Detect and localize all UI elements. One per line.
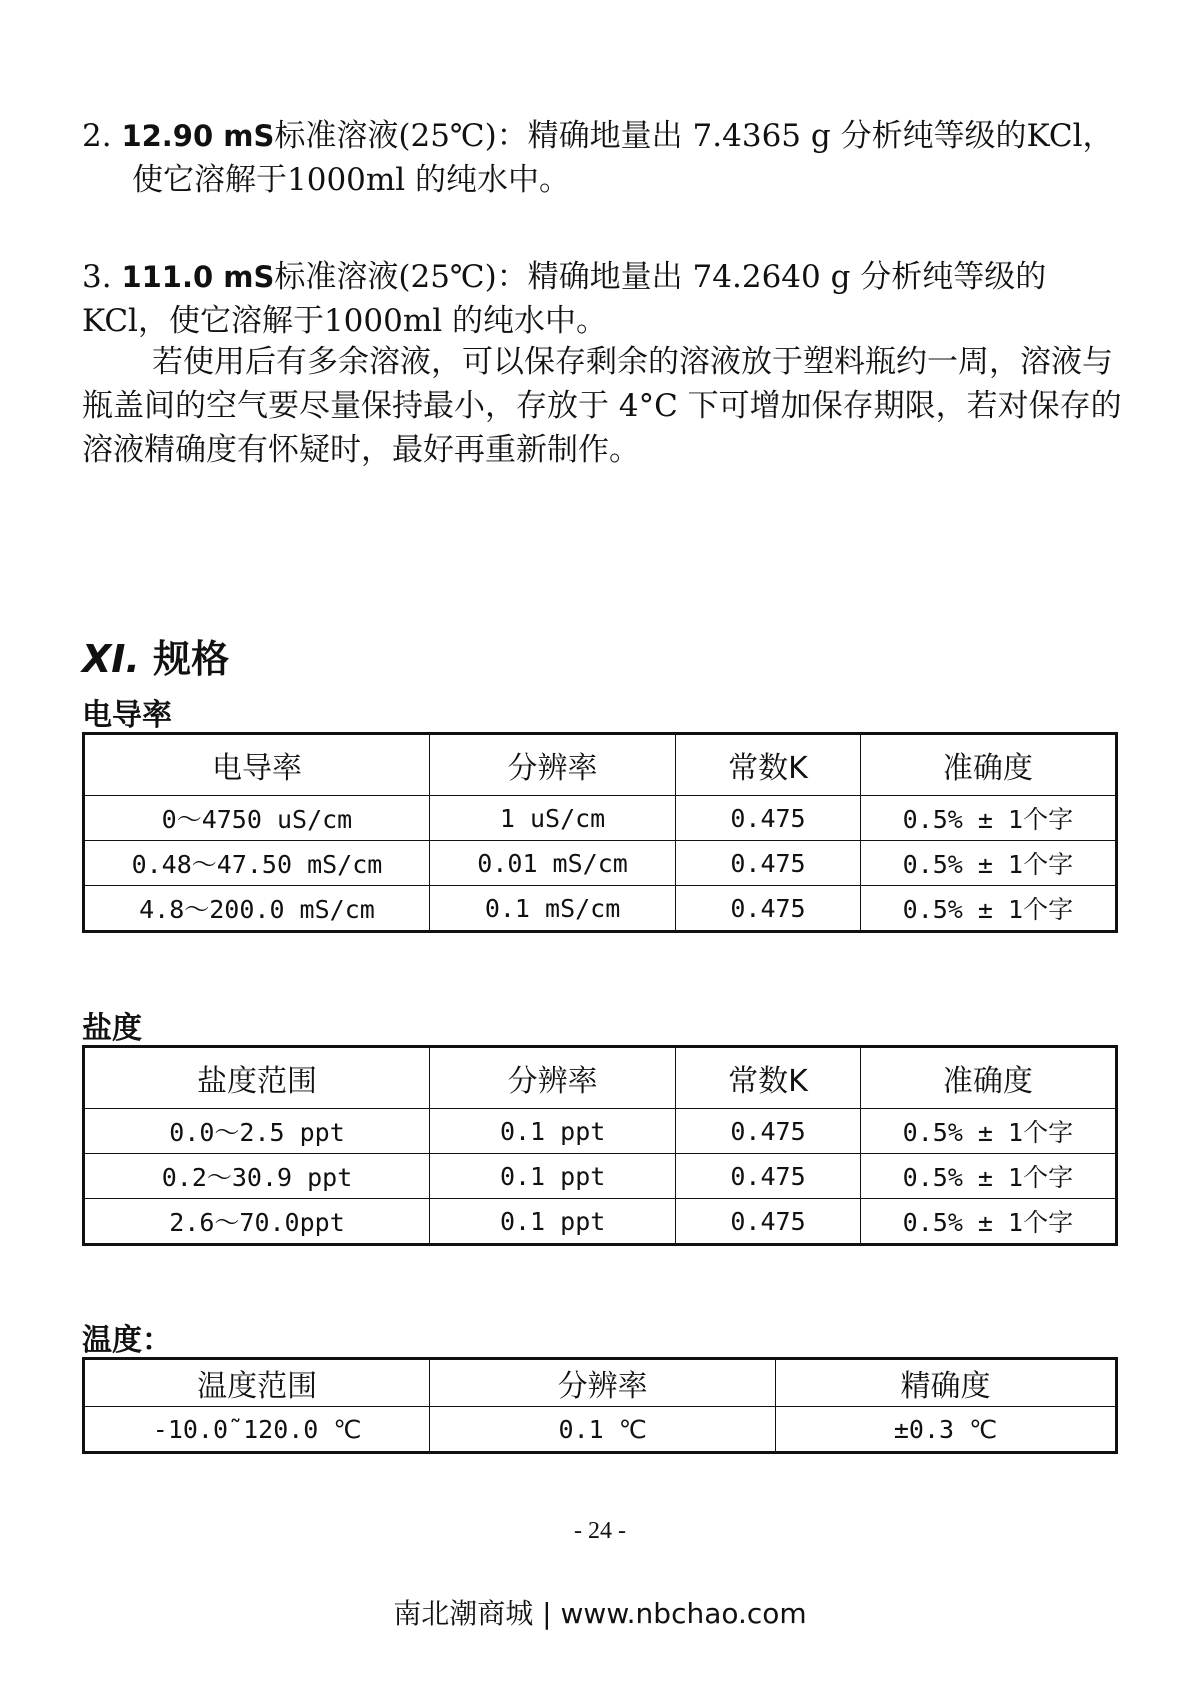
paragraph-storage-note bbox=[82, 340, 1122, 472]
table-header-row bbox=[84, 1359, 1117, 1407]
section-number: XI. bbox=[82, 637, 140, 681]
paragraph-standard-solution-2 bbox=[82, 114, 1122, 202]
table-row bbox=[84, 841, 1117, 886]
table-cell: 0～4750 uS/cm bbox=[84, 796, 430, 841]
salinity-table bbox=[82, 1045, 1118, 1246]
table-cell: 0.475 bbox=[676, 841, 861, 886]
table-header-cell: 电导率 bbox=[84, 734, 430, 796]
paragraph-text: 标准溶液(25℃)：精确地量出 7.4365 g 分析纯等级的KCl， bbox=[274, 118, 1114, 154]
page-number: - 24 - bbox=[574, 1518, 626, 1544]
paragraph-standard-solution-3 bbox=[82, 255, 1122, 343]
table-header-cell: 盐度范围 bbox=[84, 1047, 430, 1109]
table-cell: 0.01 mS/cm bbox=[429, 841, 675, 886]
table-cell: 0.1 ppt bbox=[430, 1109, 676, 1154]
table-header-row bbox=[84, 1047, 1117, 1109]
table-cell: 1 uS/cm bbox=[429, 796, 675, 841]
paragraph-text: 标准溶液(25℃)：精确地量出 74.2640 g 分析纯等级的KCl，使它溶解于1000ml 的纯水中。 bbox=[82, 259, 1047, 339]
footer-watermark: 南北潮商城 | www.nbchao.com bbox=[393, 1597, 807, 1630]
table-cell: 2.6～70.0ppt bbox=[84, 1199, 430, 1245]
table-header-cell: 温度范围 bbox=[84, 1359, 430, 1407]
table-row bbox=[84, 1154, 1117, 1199]
table-header-cell: 分辨率 bbox=[430, 1359, 776, 1407]
table-cell: 0.5% ± 1个字 bbox=[860, 1199, 1116, 1245]
paragraph-text: 若使用后有多余溶液，可以保存剩余的溶液放于塑料瓶约一周，溶液与瓶盖间的空气要尽量保持最小，存放于 4°C 下可增加保存期限，若对保存的溶液精确度有怀疑时，最好再重新制作。 bbox=[82, 344, 1122, 468]
table-header-cell: 准确度 bbox=[860, 734, 1116, 796]
salinity-heading: 盐度 bbox=[82, 1011, 142, 1046]
table-row bbox=[84, 1199, 1117, 1245]
paragraph-text-continued: 使它溶解于1000ml 的纯水中。 bbox=[132, 162, 571, 198]
table-cell: 0.475 bbox=[676, 796, 861, 841]
temperature-heading: 温度： bbox=[82, 1323, 172, 1358]
table-cell: 0.5% ± 1个字 bbox=[860, 1109, 1116, 1154]
table-header-cell: 分辨率 bbox=[429, 734, 675, 796]
table-cell: 0.5% ± 1个字 bbox=[860, 841, 1116, 886]
table-cell: 0.2～30.9 ppt bbox=[84, 1154, 430, 1199]
section-title-text: 规格 bbox=[153, 637, 230, 681]
table-cell: 4.8～200.0 mS/cm bbox=[84, 886, 430, 932]
solution-value: 12.90 mS bbox=[121, 119, 275, 153]
item-number: 2. bbox=[82, 118, 112, 154]
table-cell: 0.5% ± 1个字 bbox=[860, 1154, 1116, 1199]
table-header-row bbox=[84, 734, 1117, 796]
table-cell: -10.0˜120.0 ℃ bbox=[84, 1407, 430, 1453]
temperature-table bbox=[82, 1357, 1118, 1454]
table-cell: 0.48～47.50 mS/cm bbox=[84, 841, 430, 886]
table-header-cell: 分辨率 bbox=[430, 1047, 676, 1109]
item-number: 3. bbox=[82, 259, 112, 295]
table-cell: 0.5% ± 1个字 bbox=[860, 886, 1116, 932]
table-row bbox=[84, 796, 1117, 841]
table-row bbox=[84, 1109, 1117, 1154]
solution-value: 111.0 mS bbox=[121, 260, 275, 294]
table-header-cell: 常数K bbox=[676, 734, 861, 796]
table-row bbox=[84, 886, 1117, 932]
conductivity-table bbox=[82, 732, 1118, 933]
table-cell: 0.1 ℃ bbox=[430, 1407, 776, 1453]
table-cell: ±0.3 ℃ bbox=[776, 1407, 1117, 1453]
table-header-cell: 精确度 bbox=[776, 1359, 1117, 1407]
conductivity-heading: 电导率 bbox=[82, 698, 172, 733]
section-title bbox=[82, 628, 229, 683]
table-cell: 0.475 bbox=[676, 886, 861, 932]
table-header-cell: 准确度 bbox=[860, 1047, 1116, 1109]
table-row bbox=[84, 1407, 1117, 1453]
table-cell: 0.1 mS/cm bbox=[429, 886, 675, 932]
table-cell: 0.1 ppt bbox=[430, 1154, 676, 1199]
table-cell: 0.1 ppt bbox=[430, 1199, 676, 1245]
table-cell: 0.475 bbox=[676, 1199, 861, 1245]
table-cell: 0.475 bbox=[676, 1109, 861, 1154]
table-cell: 0.475 bbox=[676, 1154, 861, 1199]
table-cell: 0.0～2.5 ppt bbox=[84, 1109, 430, 1154]
table-cell: 0.5% ± 1个字 bbox=[860, 796, 1116, 841]
table-header-cell: 常数K bbox=[676, 1047, 861, 1109]
